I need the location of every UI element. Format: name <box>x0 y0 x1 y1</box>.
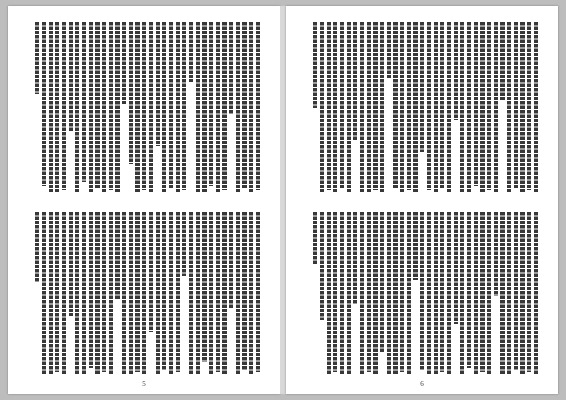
text-line <box>42 22 46 192</box>
text-line <box>420 22 424 192</box>
text-line <box>236 22 240 192</box>
text-line <box>49 22 53 192</box>
text-line <box>447 22 451 192</box>
text-line <box>454 22 458 192</box>
text-line <box>202 212 206 374</box>
text-line <box>69 22 73 192</box>
right-top-text-block <box>306 22 538 192</box>
text-line <box>320 212 324 374</box>
text-line <box>196 22 200 192</box>
text-line <box>95 212 99 374</box>
text-line <box>327 22 331 192</box>
text-line <box>387 22 391 192</box>
text-line <box>156 22 160 192</box>
text-line <box>480 212 484 374</box>
text-line <box>454 212 458 374</box>
text-line <box>514 22 518 192</box>
text-line <box>500 212 504 374</box>
text-line <box>500 22 504 192</box>
page-number: 5 <box>142 380 146 388</box>
text-line <box>333 22 337 192</box>
text-line <box>135 22 139 192</box>
text-line <box>162 22 166 192</box>
text-line <box>149 212 153 374</box>
text-line <box>413 22 417 192</box>
text-line <box>380 22 384 192</box>
text-line <box>380 212 384 374</box>
text-line <box>360 22 364 192</box>
text-line <box>527 22 531 192</box>
text-line <box>42 212 46 374</box>
text-line <box>460 212 464 374</box>
text-line <box>413 212 417 374</box>
text-line <box>209 22 213 192</box>
text-line <box>169 22 173 192</box>
text-line <box>69 212 73 374</box>
text-line <box>182 212 186 374</box>
text-line <box>427 212 431 374</box>
text-line <box>216 22 220 192</box>
text-line <box>494 212 498 374</box>
text-line <box>420 212 424 374</box>
text-line <box>129 212 133 374</box>
text-line <box>427 22 431 192</box>
text-line <box>360 212 364 374</box>
text-line <box>249 22 253 192</box>
text-line <box>35 212 39 374</box>
text-line <box>109 22 113 192</box>
text-line <box>95 22 99 192</box>
text-line <box>313 212 317 374</box>
text-line <box>122 22 126 192</box>
text-line <box>373 212 377 374</box>
text-line <box>434 22 438 192</box>
text-line <box>507 22 511 192</box>
text-line <box>176 212 180 374</box>
text-line <box>55 212 59 374</box>
text-line <box>393 22 397 192</box>
text-line <box>400 22 404 192</box>
text-line <box>75 22 79 192</box>
text-line <box>527 212 531 374</box>
left-top-text-block <box>28 22 260 192</box>
text-line <box>249 212 253 374</box>
text-line <box>89 22 93 192</box>
text-line <box>487 22 491 192</box>
text-line <box>102 22 106 192</box>
text-line <box>327 212 331 374</box>
text-line <box>487 212 491 374</box>
text-line <box>447 212 451 374</box>
text-line <box>135 212 139 374</box>
text-line <box>407 212 411 374</box>
text-line <box>340 22 344 192</box>
text-line <box>62 212 66 374</box>
text-line <box>373 22 377 192</box>
text-line <box>176 22 180 192</box>
text-line <box>162 212 166 374</box>
text-line <box>229 22 233 192</box>
right-bottom-text-block <box>306 212 538 374</box>
text-line <box>256 22 260 192</box>
text-line <box>256 212 260 374</box>
text-line <box>196 212 200 374</box>
text-line <box>347 212 351 374</box>
text-line <box>82 22 86 192</box>
text-line <box>222 212 226 374</box>
text-line <box>89 212 93 374</box>
text-line <box>520 22 524 192</box>
text-line <box>109 212 113 374</box>
text-line <box>353 22 357 192</box>
text-line <box>353 212 357 374</box>
text-line <box>129 22 133 192</box>
text-line <box>189 212 193 374</box>
text-line <box>216 212 220 374</box>
book-spread <box>8 6 558 394</box>
text-line <box>189 22 193 192</box>
text-line <box>102 212 106 374</box>
text-line <box>514 212 518 374</box>
text-line <box>534 212 538 374</box>
text-line <box>320 22 324 192</box>
text-line <box>534 22 538 192</box>
text-line <box>122 212 126 374</box>
text-line <box>242 212 246 374</box>
page-number: 6 <box>420 380 424 388</box>
text-line <box>367 212 371 374</box>
text-line <box>169 212 173 374</box>
text-line <box>474 212 478 374</box>
text-line <box>480 22 484 192</box>
text-line <box>115 212 119 374</box>
left-page <box>8 6 280 394</box>
text-line <box>467 22 471 192</box>
text-line <box>367 22 371 192</box>
text-line <box>520 212 524 374</box>
text-line <box>347 22 351 192</box>
text-line <box>407 22 411 192</box>
text-line <box>222 22 226 192</box>
text-line <box>229 212 233 374</box>
text-line <box>82 212 86 374</box>
text-line <box>242 22 246 192</box>
text-line <box>35 22 39 192</box>
text-line <box>142 212 146 374</box>
text-line <box>156 212 160 374</box>
text-line <box>62 22 66 192</box>
text-line <box>440 22 444 192</box>
left-bottom-text-block <box>28 212 260 374</box>
text-line <box>393 212 397 374</box>
text-line <box>236 212 240 374</box>
text-line <box>55 22 59 192</box>
text-line <box>313 22 317 192</box>
text-line <box>474 22 478 192</box>
text-line <box>142 22 146 192</box>
text-line <box>507 212 511 374</box>
right-page <box>286 6 558 394</box>
text-line <box>115 22 119 192</box>
text-line <box>202 22 206 192</box>
text-line <box>434 212 438 374</box>
text-line <box>387 212 391 374</box>
text-line <box>460 22 464 192</box>
text-line <box>209 212 213 374</box>
text-line <box>440 212 444 374</box>
text-line <box>149 22 153 192</box>
text-line <box>75 212 79 374</box>
text-line <box>494 22 498 192</box>
text-line <box>333 212 337 374</box>
text-line <box>182 22 186 192</box>
text-line <box>340 212 344 374</box>
text-line <box>400 212 404 374</box>
text-line <box>467 212 471 374</box>
text-line <box>49 212 53 374</box>
